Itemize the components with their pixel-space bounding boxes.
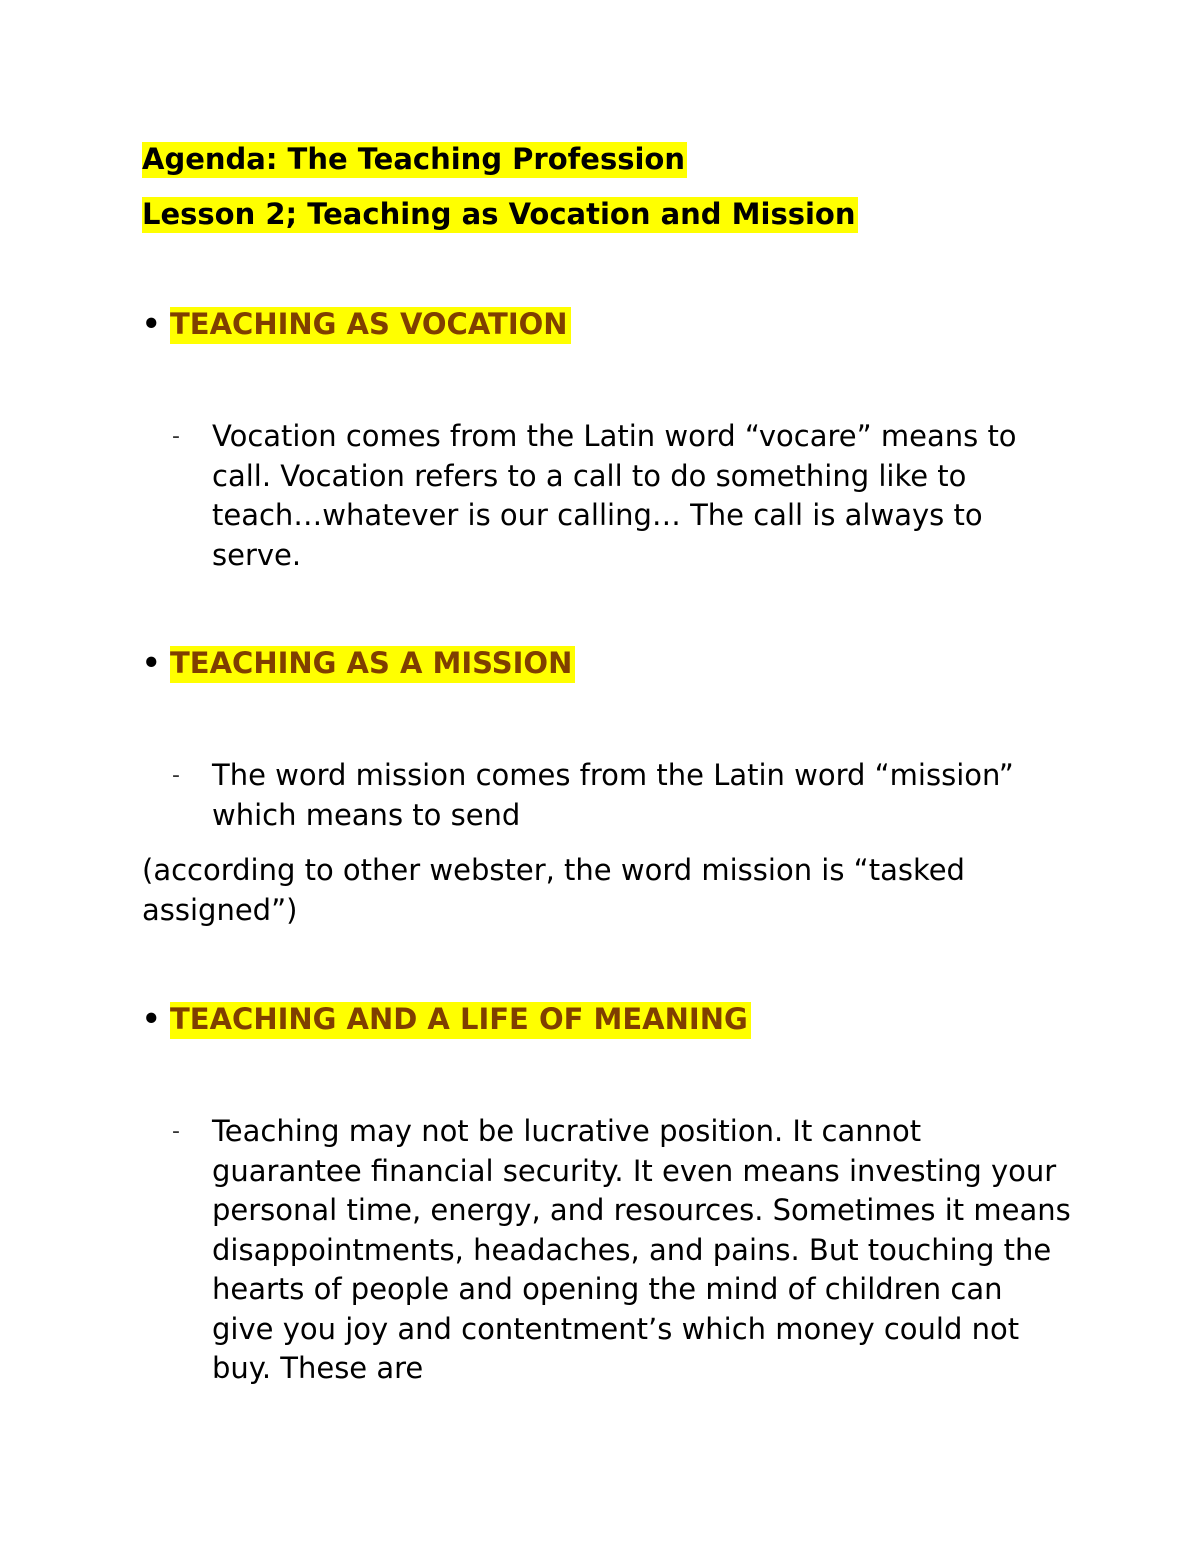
section-heading-text: TEACHING AS VOCATION xyxy=(170,307,571,344)
section-heading-vocation xyxy=(142,306,571,342)
section-heading-text: TEACHING AND A LIFE OF MEANING xyxy=(170,1002,751,1039)
lesson-title xyxy=(142,196,1102,232)
dash-icon: - xyxy=(172,1119,180,1144)
mission-note: (according to other webster, the word mission is “tasked assigned”) xyxy=(142,853,965,927)
agenda-title-text: Agenda: The Teaching Profession xyxy=(142,142,685,176)
section-heading-mission xyxy=(142,645,575,681)
list-item xyxy=(172,756,1072,835)
lesson-title-text: Lesson 2; Teaching as Vocation and Mission xyxy=(142,197,856,231)
list-item-text: Vocation comes from the Latin word “vocare” means to call. Vocation refers to a call to do something like to teach…whatever is our calling… The call is always to serve. xyxy=(212,419,1017,572)
bullet-icon: • xyxy=(142,1002,161,1036)
list-item-text: The word mission comes from the Latin word “mission” which means to send xyxy=(212,758,1014,832)
section-heading-life-of-meaning xyxy=(142,1001,751,1037)
section-heading-text: TEACHING AS A MISSION xyxy=(170,646,575,683)
dash-icon: - xyxy=(172,763,180,788)
bullet-icon: • xyxy=(142,646,161,680)
list-item xyxy=(172,417,1072,575)
list-item-text: Teaching may not be lucrative position. It cannot guarantee financial security. It even means investing your personal time, energy, and resources. Sometimes it means disappointments, headaches, and pains. But touching the hearts of people and opening the mind of children can give you joy and contentment’s which money could not buy. These are xyxy=(212,1114,1071,1385)
dash-icon: - xyxy=(172,424,180,449)
bullet-icon: • xyxy=(142,307,161,341)
list-item xyxy=(172,1112,1072,1389)
agenda-title xyxy=(142,141,1102,177)
